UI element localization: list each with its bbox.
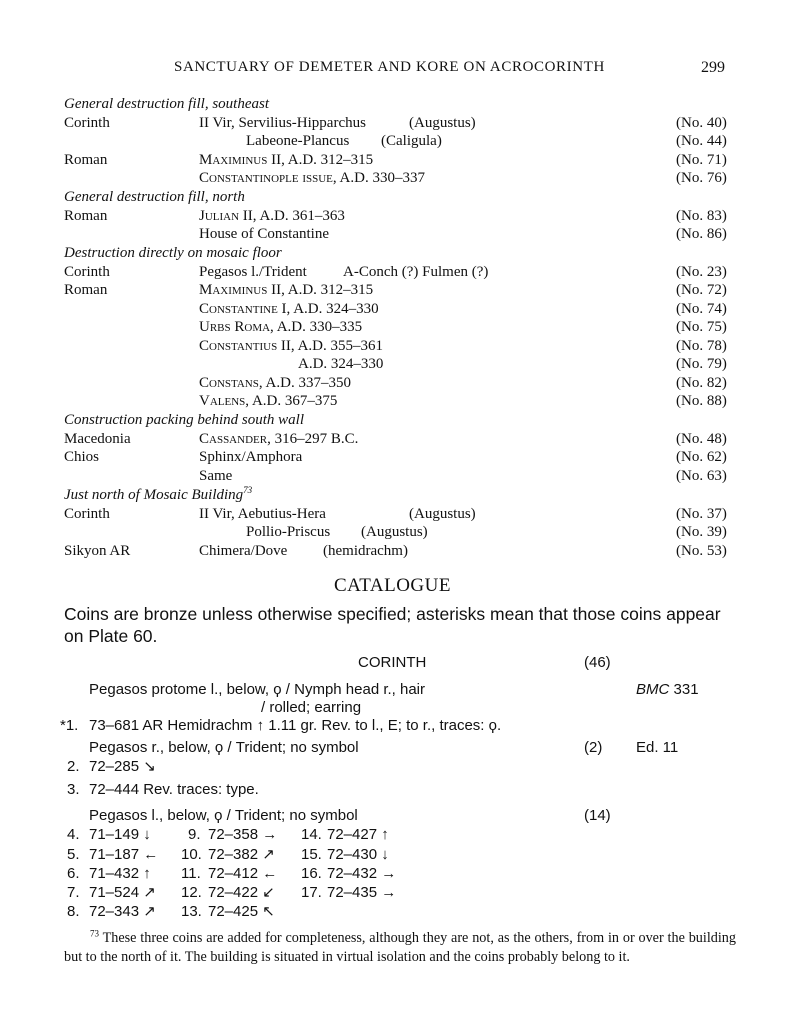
table-row: Pegasos l./Trident [199,264,307,280]
list-item [301,846,322,864]
type-description: Pegasos l., below, ϙ / Trident; no symbol [89,807,358,824]
list-item [188,826,201,844]
table-row: (No. 63) [676,468,727,484]
list-item [181,846,202,864]
table-row: (No. 76) [676,170,727,186]
section-heading [64,486,252,504]
table-row: (No. 71) [676,152,727,168]
item-number: 12. [181,884,202,901]
table-row: Sikyon AR [64,543,131,559]
list-item [301,884,322,902]
type-count: (2) [584,739,603,756]
list-item [89,826,151,844]
entry-number: 3. [67,781,80,798]
footnote-ref: 73 [243,485,253,495]
table-row: A-Conch (?) Fulmen (?) [343,264,489,280]
table-row: Corinth [64,115,110,131]
item-number: 16. [301,865,322,882]
item-number: 17. [301,884,322,901]
list-item [301,865,322,883]
list-item [67,826,80,844]
item-number: 11. [181,865,201,882]
footnote-number: 73 [90,928,99,939]
list-item [208,903,275,921]
table-row: Maximinus II, A.D. 312–315 [199,152,374,168]
item-value: 72–430 ↓ [327,846,389,863]
reference-abbrev: BMC [636,681,670,698]
item-value: 72–382 ↗ [208,846,275,863]
table-row: Corinth [64,506,110,522]
section-heading: Construction packing behind south wall [64,412,304,428]
type-description: Pegasos r., below, ϙ / Trident; no symbol [89,739,359,756]
item-value: 72–358 → [208,826,278,843]
item-value: 72–425 ↖ [208,903,275,920]
item-number: 15. [301,846,322,863]
section-heading: General destruction fill, north [64,189,245,205]
table-row: (Augustus) [361,524,428,540]
table-row: (No. 40) [676,115,727,131]
list-item [181,865,201,883]
item-number: 13. [181,903,202,920]
footnote-text: These three coins are added for completeness, although they are not, as the others, from in or over the building but to the north of it. The building is situated in virtual isolation and the coins probably belong to it. [64,930,736,965]
page-number: 299 [701,59,725,76]
footnote [64,929,736,967]
list-item [208,826,277,844]
section-heading-text: Just north of Mosaic Building [64,487,244,503]
table-row: (No. 72) [676,282,727,298]
table-row: (Augustus) [409,506,476,522]
table-row: Same [199,468,233,484]
list-item [67,884,80,902]
table-row: (No. 75) [676,319,727,335]
table-row: II Vir, Servilius-Hipparchus [199,115,366,131]
item-value: 72–343 ↗ [89,903,156,920]
table-row: (No. 53) [676,543,727,559]
table-row: II Vir, Aebutius-Hera [199,506,326,522]
table-row: Julian II, A.D. 361–363 [199,208,345,224]
reference-number: 331 [669,681,699,698]
item-value: 71–524 ↗ [89,884,156,901]
item-value: 72–435 → [327,884,397,901]
item-number: 5. [67,846,80,863]
catalogue-intro: Coins are bronze unless otherwise specified; asterisks mean that those coins appear on Plate 60. [64,604,721,646]
entry-number: 2. [67,758,80,775]
item-value: 71–187 ← [89,846,159,863]
catalogue-title: CATALOGUE [334,575,451,596]
mint-heading: CORINTH [358,654,427,671]
table-row: (No. 74) [676,301,727,317]
table-row: (No. 82) [676,375,727,391]
table-row: (No. 48) [676,431,727,447]
item-number: 10. [181,846,202,863]
list-item [67,903,80,921]
table-row: Constans, A.D. 337–350 [199,375,351,391]
entry-text: 72–444 Rev. traces: type. [89,781,259,798]
item-number: 14. [301,826,322,843]
entry-text: 73–681 AR Hemidrachm ↑ 1.11 gr. Rev. to l., E; to r., traces: ϙ. [89,717,502,734]
list-item [89,903,156,921]
table-row: (No. 88) [676,393,727,409]
table-row: (No. 37) [676,506,727,522]
table-row: Chimera/Dove [199,543,288,559]
type-count: (14) [584,807,611,824]
table-row: Constantinople issue, A.D. 330–337 [199,170,425,186]
mint-count: (46) [584,654,611,671]
table-row: (hemidrachm) [323,543,408,559]
list-item [208,884,275,902]
item-value: 71–149 ↓ [89,826,151,843]
table-row: Corinth [64,264,110,280]
section-heading: General destruction fill, southeast [64,96,269,112]
list-item [89,865,151,883]
list-item [89,884,156,902]
entry-text: 72–285 ↘ [89,758,156,775]
item-number: 8. [67,903,80,920]
list-item [89,846,158,864]
table-row: Valens, A.D. 367–375 [199,393,338,409]
table-row: A.D. 324–330 [298,356,384,372]
table-row: Roman [64,152,108,168]
table-row: Constantine I, A.D. 324–330 [199,301,379,317]
list-item [208,846,275,864]
item-number: 7. [67,884,80,901]
table-row: (No. 39) [676,524,727,540]
reference [636,681,699,699]
list-item [208,865,277,883]
type-description: Pegasos protome l., below, ϙ / Nymph head r., hair [89,681,426,698]
table-row: Sphinx/Amphora [199,449,303,465]
list-item [327,846,389,864]
item-number: 6. [67,865,80,882]
list-item [327,884,396,902]
running-title: SANCTUARY OF DEMETER AND KORE ON ACROCORINTH [174,59,605,75]
item-number: 4. [67,826,80,843]
table-row: (No. 78) [676,338,727,354]
reference: Ed. 11 [636,739,679,756]
entry-number: *1. [60,717,79,734]
table-row: (No. 79) [676,356,727,372]
table-row: (No. 83) [676,208,727,224]
list-item [181,903,202,921]
table-row: Roman [64,282,108,298]
table-row: Urbs Roma, A.D. 330–335 [199,319,363,335]
section-heading: Destruction directly on mosaic floor [64,245,282,261]
table-row: Constantius II, A.D. 355–361 [199,338,384,354]
table-row: (Caligula) [381,133,442,149]
table-row: Cassander, 316–297 B.C. [199,431,359,447]
table-row: Macedonia [64,431,131,447]
item-value: 72–412 ← [208,865,278,882]
item-value: 71–432 ↑ [89,865,151,882]
list-item [67,846,80,864]
table-row: (No. 86) [676,226,727,242]
type-description: / rolled; earring [261,699,362,716]
list-item [301,826,322,844]
table-row: Pollio-Priscus [246,524,331,540]
item-number: 9. [188,826,201,843]
table-row: House of Constantine [199,226,329,242]
table-row: Chios [64,449,100,465]
table-row: (Augustus) [409,115,476,131]
item-value: 72–427 ↑ [327,826,389,843]
table-row: (No. 62) [676,449,727,465]
list-item [67,865,80,883]
item-value: 72–432 → [327,865,397,882]
list-item [327,865,396,883]
table-row: Labeone-Plancus [246,133,350,149]
item-value: 72–422 ↙ [208,884,275,901]
table-row: Roman [64,208,108,224]
list-item [327,826,389,844]
list-item [181,884,202,902]
table-row: (No. 44) [676,133,727,149]
table-row: Maximinus II, A.D. 312–315 [199,282,374,298]
table-row: (No. 23) [676,264,727,280]
